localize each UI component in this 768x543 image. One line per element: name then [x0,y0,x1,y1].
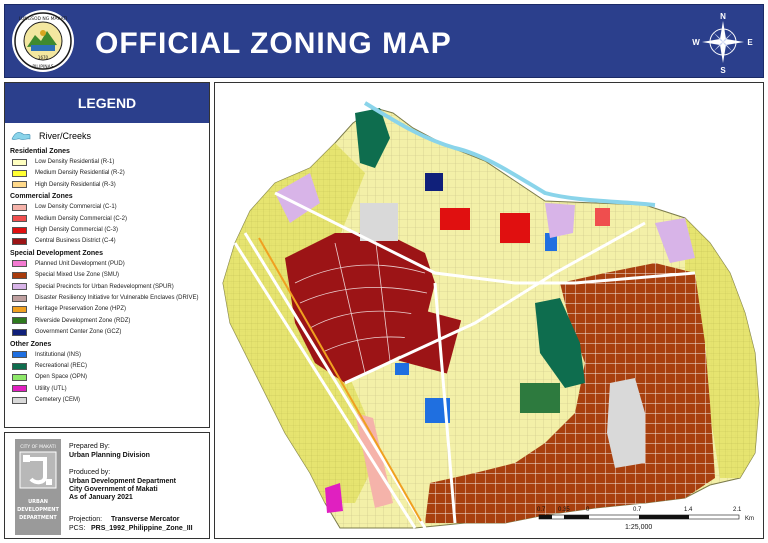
river-label: River/Creeks [39,131,92,141]
legend-item-label: Institutional (INS) [35,351,82,358]
legend-item-label: Central Business District (C-4) [35,238,116,245]
zone-c3-2[interactable] [440,208,470,230]
svg-text:URBAN: URBAN [28,499,48,505]
prepared-by: Urban Planning Division [69,452,150,459]
zone-cemetery-2[interactable] [360,203,398,241]
legend-swatch [12,351,27,358]
compass-rose-icon [691,9,755,75]
scale-bar-graphic [537,507,761,537]
legend-swatch [12,181,27,188]
compass-north: N [720,12,726,21]
legend-swatch [12,238,27,245]
legend-group-title: Commercial Zones [10,193,73,201]
legend-group-title: Residential Zones [10,148,70,155]
legend-swatch [12,363,27,370]
legend-panel [4,82,210,428]
legend-item [12,396,80,404]
legend-swatch [12,385,27,392]
legend-item [12,226,118,234]
legend-swatch [12,329,27,336]
zone-institutional-3[interactable] [395,363,409,375]
svg-text:PILIPINAS: PILIPINAS [32,65,54,70]
scale-tick-4: 1.4 [684,507,693,513]
legend-item-label: Low Density Commercial (C-1) [35,204,117,211]
legend-swatch [12,374,27,381]
legend-item [12,362,87,370]
scale-tick-1: 0.35 [558,507,570,513]
legend-item-label: Heritage Preservation Zone (HPZ) [35,306,127,313]
legend-swatch [12,204,27,211]
legend-item-label: Riverside Development Zone (RDZ) [35,317,131,324]
scale-unit: Km [745,516,754,522]
legend-item-river [11,129,91,143]
legend-item [12,283,174,291]
river-swatch-icon [11,130,31,142]
legend-group-title: Other Zones [10,340,52,348]
zone-gcz[interactable] [425,173,443,191]
legend-item-label: Cemetery (CEM) [35,397,81,404]
compass-south: S [720,66,726,75]
scale-tick-5: 2.1 [733,507,742,513]
legend-swatch [12,397,27,404]
map-header [4,4,764,78]
legend-title: LEGEND [5,83,209,123]
credits-panel [4,432,210,539]
legend-item-label: Government Center Zone (GCZ) [35,329,122,336]
legend-item-label: Utility (UTL) [35,385,67,392]
zoning-map[interactable] [215,83,763,538]
legend-item-label: Special Mixed Use Zone (SMU) [35,272,120,279]
svg-text:LUNGSOD NG MAKATI: LUNGSOD NG MAKATI [18,17,68,22]
legend-item [12,158,114,166]
makati-seal-icon [11,9,75,73]
legend-item [12,181,116,189]
scale-tick-2: 0 [586,507,590,513]
legend-swatch [12,283,27,290]
legend-swatch [12,272,27,279]
projection-label: Projection: [69,516,103,523]
legend-item-label: Disaster Resiliency Initiative for Vulnerable Enclaves (DRIVE) [35,295,199,301]
projection-value: Transverse Mercator [111,516,180,523]
legend-item [12,215,127,223]
svg-text:DEPARTMENT: DEPARTMENT [19,515,57,521]
pcs-value: PRS_1992_Philippine_Zone_III [91,525,193,532]
legend-item [12,260,125,268]
zone-pud[interactable] [325,483,343,513]
legend-item [12,351,81,359]
prepared-by-label: Prepared By: [69,443,110,450]
legend-swatch [12,306,27,313]
svg-text:1670: 1670 [37,55,49,60]
legend-item [12,305,126,313]
legend-item-label: Special Precincts for Urban Redevelopment (SPUR) [35,283,174,290]
produced-by-label: Produced by: [69,469,111,476]
legend-item-label: Planned Unit Development (PUD) [35,260,125,267]
map-title: OFFICIAL ZONING MAP [95,27,452,60]
produced-line-3: As of January 2021 [69,494,133,501]
legend-item-label: Medium Density Residential (R-2) [35,170,125,177]
legend-item [12,237,116,245]
produced-line-1: Urban Development Department [69,478,176,485]
legend-item [12,169,125,177]
legend-swatch [12,317,27,324]
svg-text:DEVELOPMENT: DEVELOPMENT [17,507,59,513]
legend-swatch [12,215,27,222]
legend-swatch [12,295,27,302]
legend-item-label: Low Density Residential (R-1) [35,159,115,165]
legend-item-label: Recreational (REC) [35,363,88,369]
legend-item-label: Open Space (OPN) [35,374,88,381]
legend-item-label: High Density Residential (R-3) [35,181,116,188]
svg-text:CITY OF MAKATI: CITY OF MAKATI [20,445,56,450]
scale-ratio: 1:25,000 [625,524,653,531]
scale-tick-0: 0.7 [537,507,546,513]
pcs-label: PCS: [69,525,86,532]
zone-c2-1[interactable] [595,208,610,226]
legend-swatch [12,227,27,234]
zone-recreational-2[interactable] [520,383,560,413]
compass-east: E [747,38,753,47]
legend-group-title: Special Development Zones [10,249,103,257]
legend-item [12,328,121,336]
scale-bar [537,507,761,537]
legend-item-label: Medium Density Commercial (C-2) [35,215,128,222]
map-panel[interactable] [214,82,764,539]
scale-tick-3: 0.7 [633,507,642,513]
legend-item [12,385,67,393]
legend-item [12,294,199,302]
legend-item-label: High Density Commercial (C-3) [35,227,119,233]
legend-item [12,203,117,211]
compass-west: W [692,38,700,47]
zone-c3-1[interactable] [500,213,530,243]
legend-item [12,373,87,381]
zone-spur-3[interactable] [545,203,575,238]
legend-swatch [12,260,27,267]
legend-swatch [12,159,27,166]
legend-item [12,317,130,325]
udd-logo-icon [15,439,61,535]
produced-line-2: City Government of Makati [69,486,158,493]
legend-swatch [12,170,27,177]
legend-item [12,271,119,279]
